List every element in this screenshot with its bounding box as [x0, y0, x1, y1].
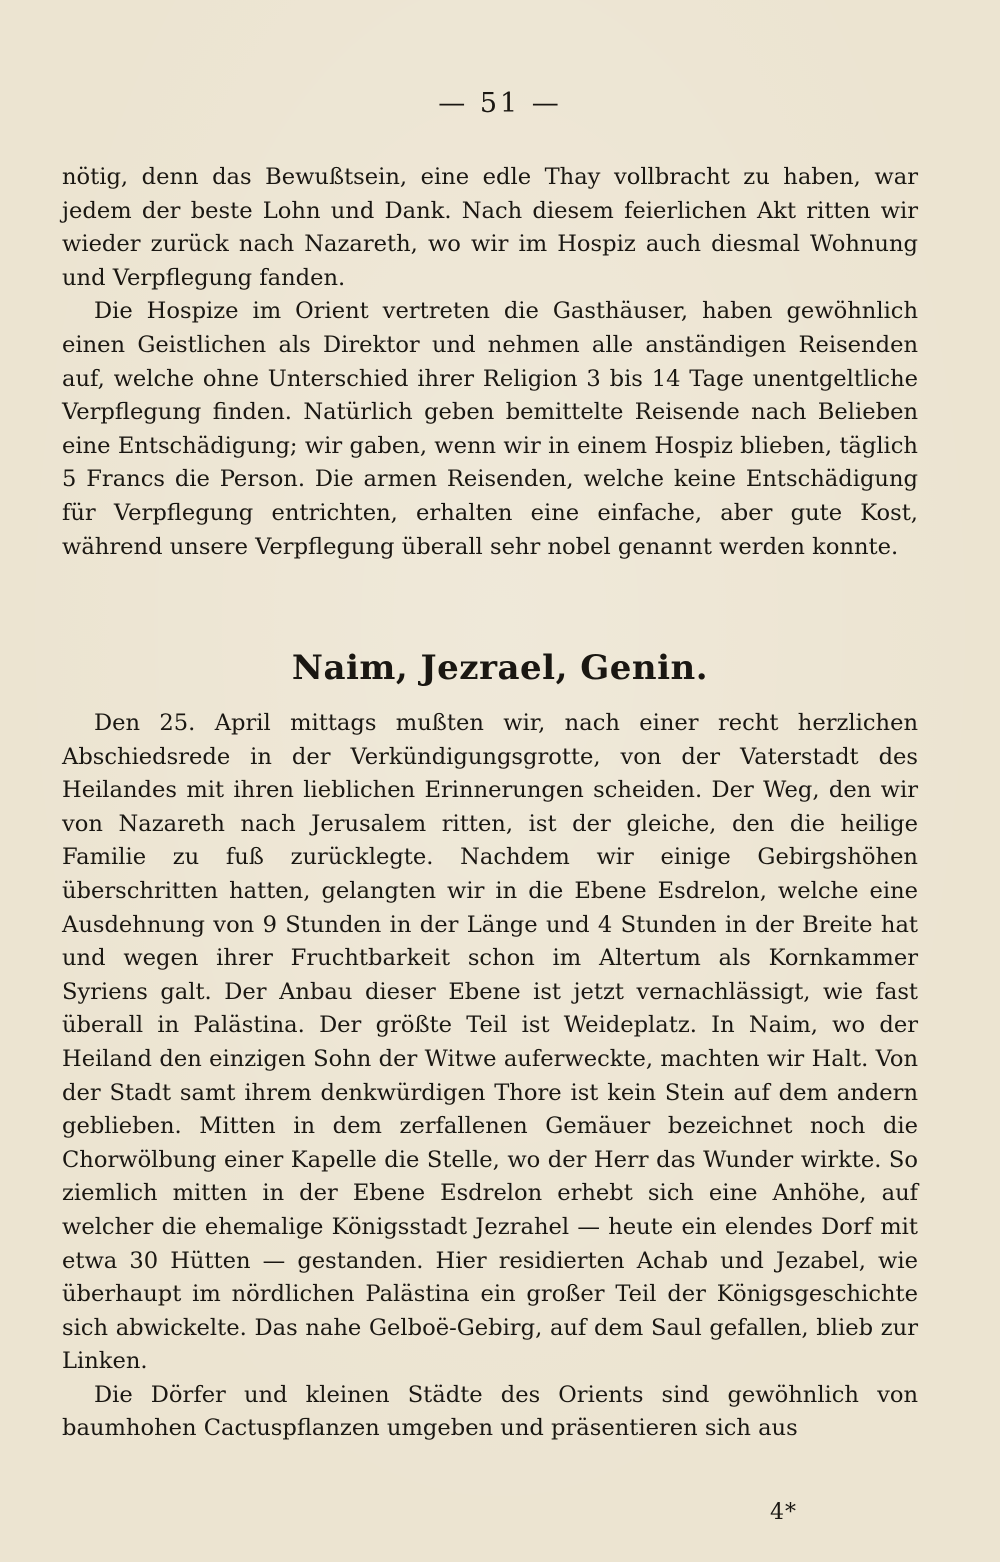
paragraph-continued: nötig, denn das Bewußtsein, eine edle Thay vollbracht zu haben, war jedem der beste Lohn und Dank. Nach diesem feierlichen Akt ritten wir wieder zurück nach Nazareth, wo wir im Hospiz auch diesmal Wohnung und Verpflegung fanden.	[62, 164, 918, 291]
paragraph-villages: Die Dörfer und kleinen Städte des Orients sind gewöhnlich von baumhohen Cactuspflanzen umgeben und präsentieren sich aus	[62, 1381, 918, 1442]
section-heading: Naim, Jezrael, Genin.	[291, 648, 709, 688]
page-number: — 51 —	[438, 88, 562, 119]
signature-mark: 4*	[770, 1500, 797, 1525]
text-block-bottom	[62, 707, 918, 1446]
text-block-top	[62, 161, 918, 564]
paragraph-hospize: Die Hospize im Orient vertreten die Gasthäuser, haben gewöhnlich einen Geistlichen als Direktor und nehmen alle anständigen Reisenden auf, welche ohne Unterschied ihrer Religion 3 bis 14 Tage unentgeltliche Verpflegung finden. Natürlich geben bemittelte Reisende nach Belieben eine Entschädigung; wir gaben, wenn wir in einem Hospiz blieben, täglich 5 Francs die Person. Die armen Reisenden, welche keine Entschädigung für Verpflegung entrichten, erhalten eine einfache, aber gute Kost, während unsere Verpflegung überall sehr nobel genannt werden konnte.	[62, 298, 918, 560]
paragraph-journey: Den 25. April mittags mußten wir, nach einer recht herzlichen Abschiedsrede in der Verkündigungsgrotte, von der Vaterstadt des Heilandes mit ihren lieblichen Erinnerungen scheiden. Der Weg, den wir von Nazareth nach Jerusalem ritten, ist der gleiche, den die heilige Familie zu fuß zurücklegte. Nachdem wir einige Gebirgshöhen überschritten hatten, gelangten wir in die Ebene Esdrelon, welche eine Ausdehnung von 9 Stunden in der Länge und 4 Stunden in der Breite hat und wegen ihrer Fruchtbarkeit schon im Altertum als Kornkammer Syriens galt. Der Anbau dieser Ebene ist jetzt vernachlässigt, wie fast überall in Palästina. Der größte Teil ist Weideplatz. In Naim, wo der Heiland den einzigen Sohn der Witwe auferweckte, machten wir Halt. Von der Stadt samt ihrem denkwürdigen Thore ist kein Stein auf dem andern geblieben. Mitten in dem zerfallenen Gemäuer bezeichnet noch die Chorwölbung einer Kapelle die Stelle, wo der Herr das Wunder wirkte. So ziemlich mitten in der Ebene Esdrelon erhebt sich eine Anhöhe, auf welcher die ehemalige Königsstadt Jezrahel — heute ein elendes Dorf mit etwa 30 Hütten — gestanden. Hier residierten Achab und Jezabel, wie überhaupt im nördlichen Palästina ein großer Teil der Königsgeschichte sich abwickelte. Das nahe Gelboë-Gebirg, auf dem Saul gefallen, blieb zur Linken.	[62, 710, 918, 1375]
